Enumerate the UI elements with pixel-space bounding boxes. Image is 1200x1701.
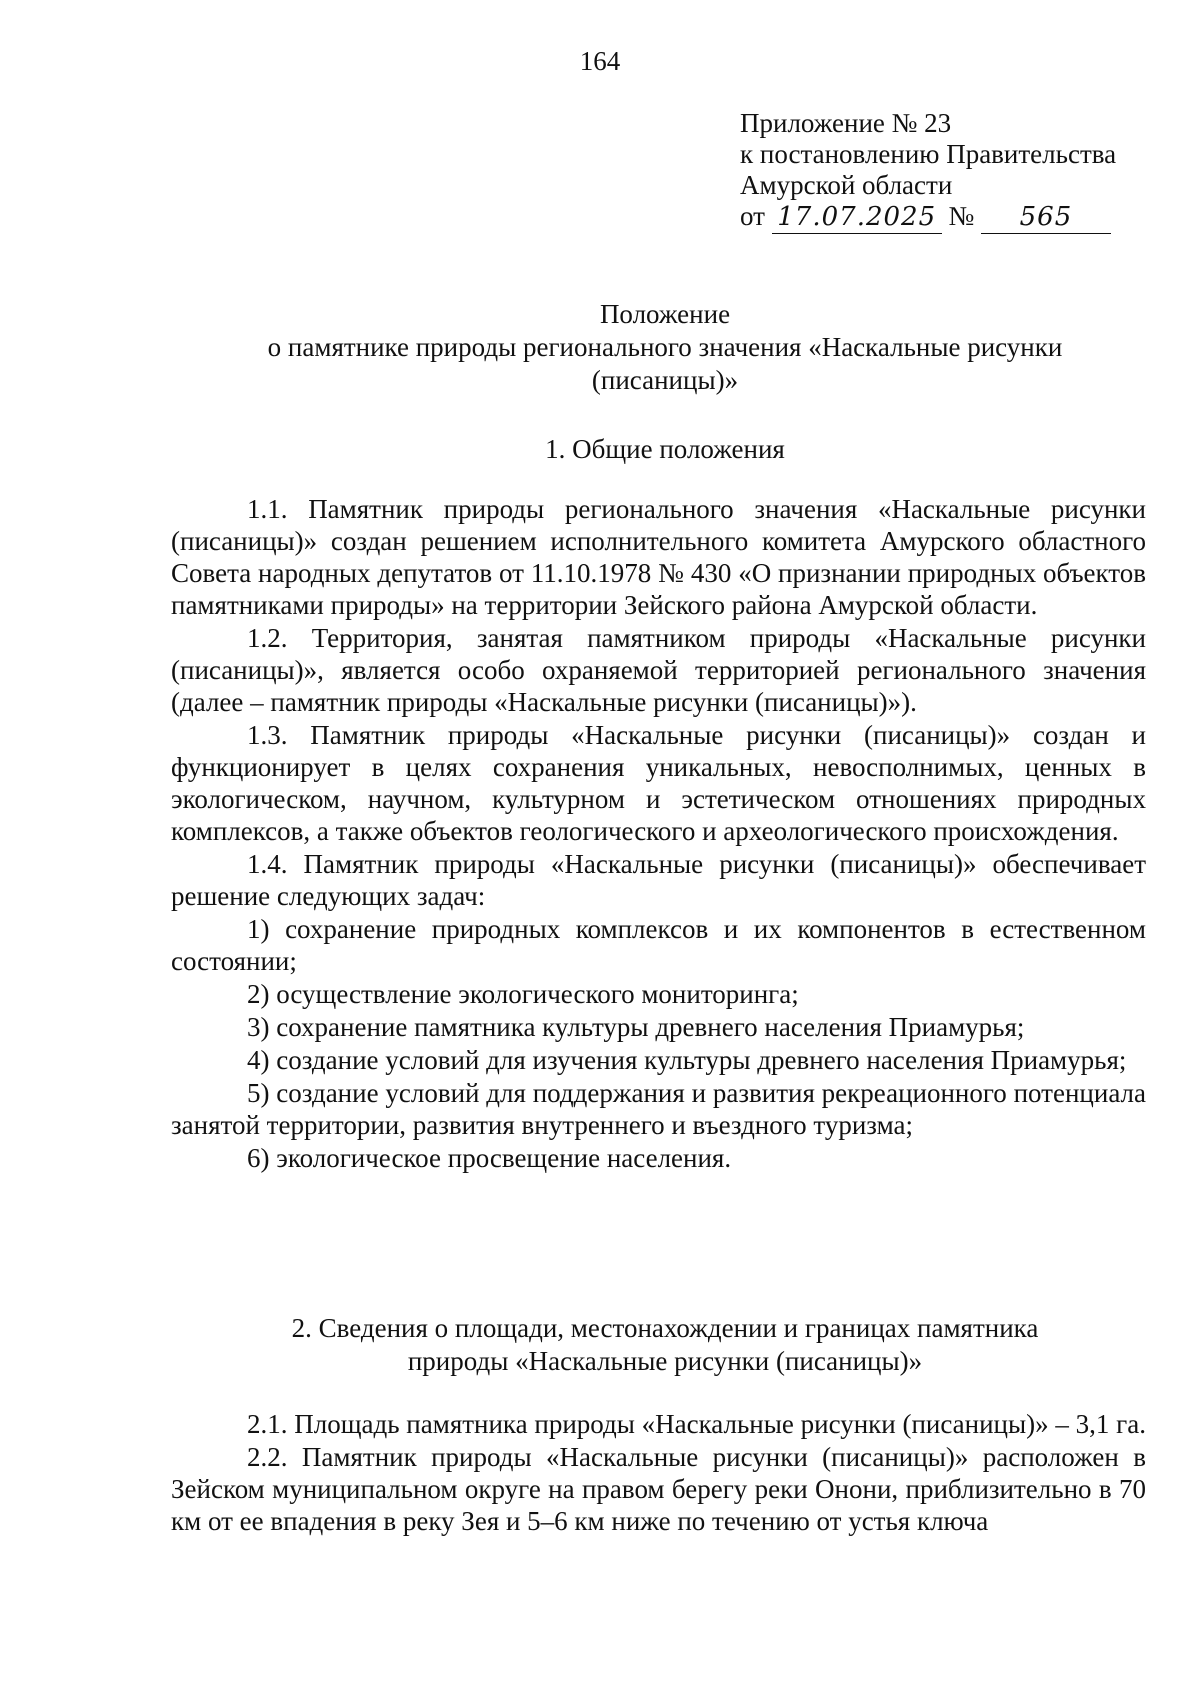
page-number: 164 xyxy=(579,46,621,76)
section-2-heading-line-2: природы «Наскальные рисунки (писаницы)» xyxy=(407,1346,923,1376)
paragraph-2-2: 2.2. Памятник природы «Наскальные рисунки (писаницы)» расположен в Зейском муниципальном округе на правом берегу реки Онони, приблизительно в 70 км от ее впадения в реку Зея и 5–6 км ниже по течению от устья ключа xyxy=(171,1442,1146,1536)
section-2-body xyxy=(171,1408,1146,1538)
section-2-heading-line-1: 2. Сведения о площади, местонахождении и границах памятника xyxy=(291,1313,1039,1343)
task-item-4: 4) создание условий для изучения культуры древнего населения Приамурья; xyxy=(247,1045,1127,1075)
paragraph-1-4: 1.4. Памятник природы «Наскальные рисунки (писаницы)» обеспечивает решение следующих задач: xyxy=(171,849,1146,911)
paragraph-2-1: 2.1. Площадь памятника природы «Наскальные рисунки (писаницы)» – 3,1 га. xyxy=(247,1409,1146,1439)
paragraph-1-1: 1.1. Памятник природы регионального значения «Наскальные рисунки (писаницы)» создан решением исполнительного комитета Амурского областного Совета народных депутатов от 11.10.1978 № 430 «О признании природных объектов памятниками природы» на территории Зейского района Амурской области. xyxy=(171,494,1146,620)
appendix-line-1: Приложение № 23 xyxy=(740,108,952,138)
number-prefix: № xyxy=(948,201,975,231)
document-title xyxy=(165,298,1165,397)
task-item-5: 5) создание условий для поддержания и развития рекреационного потенциала занятой территории, развития внутреннего и въездного туризма; xyxy=(171,1078,1146,1140)
handwritten-date: 17.07.2025 xyxy=(772,202,942,234)
title-line-1: Положение xyxy=(599,299,731,329)
section-1-body xyxy=(171,493,1146,1175)
title-line-2: о памятнике природы регионального значения «Наскальные рисунки xyxy=(267,332,1063,362)
appendix-date-line xyxy=(740,201,1116,234)
paragraph-1-2: 1.2. Территория, занятая памятником природы «Наскальные рисунки (писаницы)», является особо охраняемой территорией регионального значения (далее – памятник природы «Наскальные рисунки (писаницы)»). xyxy=(171,623,1146,717)
appendix-line-3: Амурской области xyxy=(740,170,953,200)
date-prefix: от xyxy=(740,201,765,231)
task-item-3: 3) сохранение памятника культуры древнего населения Приамурья; xyxy=(247,1012,1025,1042)
handwritten-number: 565 xyxy=(981,202,1111,234)
task-item-6: 6) экологическое просвещение населения. xyxy=(247,1143,732,1173)
task-item-1: 1) сохранение природных комплексов и их компонентов в естественном состоянии; xyxy=(171,914,1146,976)
appendix-block xyxy=(740,108,1116,234)
title-line-3: (писаницы)» xyxy=(591,365,739,395)
section-1-heading: 1. Общие положения xyxy=(545,434,785,464)
section-2-heading xyxy=(165,1312,1165,1378)
appendix-line-2: к постановлению Правительства xyxy=(740,139,1117,169)
task-item-2: 2) осуществление экологического мониторинга; xyxy=(247,979,799,1009)
paragraph-1-3: 1.3. Памятник природы «Наскальные рисунки (писаницы)» создан и функционирует в целях сохранения уникальных, невосполнимых, ценных в экологическом, научном, культурном и эстетическом отношениях природных комплексов, а также объектов геологического и археологического происхождения. xyxy=(171,720,1146,846)
